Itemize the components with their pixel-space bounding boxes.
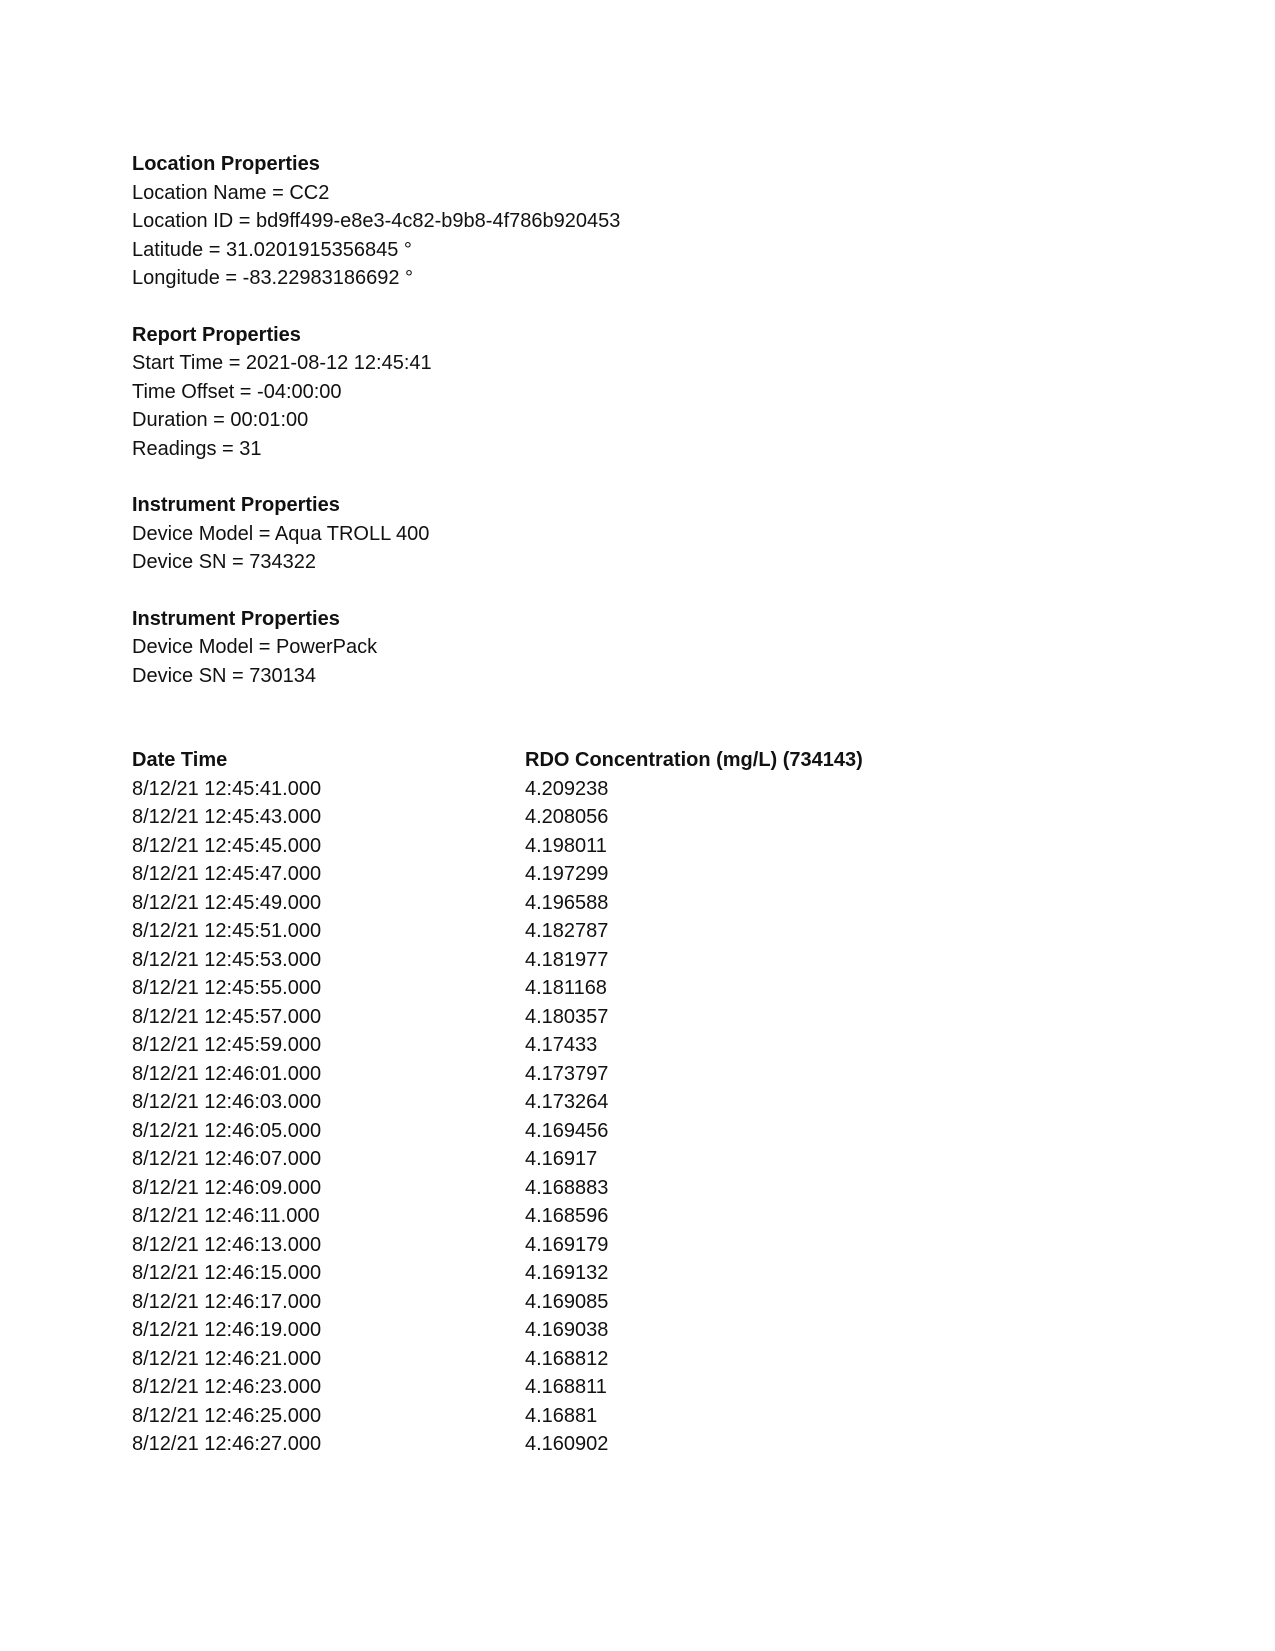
date-time-cell: 8/12/21 12:46:03.000: [132, 1091, 322, 1113]
table-row: [132, 1402, 1132, 1431]
date-time-cell: 8/12/21 12:45:57.000: [132, 1005, 322, 1028]
rdo-concentration-cell: 4.16917: [525, 1148, 598, 1170]
rdo-concentration-cell: 4.169179: [525, 1233, 609, 1256]
rdo-concentration-cell: 4.198011: [525, 834, 607, 857]
table-row: [132, 1231, 1132, 1260]
rdo-concentration-cell: 4.168883: [525, 1176, 609, 1199]
rdo-concentration-cell: 4.169456: [525, 1119, 609, 1142]
date-time-cell: 8/12/21 12:45:49.000: [132, 891, 322, 914]
date-time-cell: 8/12/21 12:46:27.000: [132, 1433, 322, 1455]
instrument-properties-section-1: [132, 491, 1132, 577]
section-title: Report Properties: [132, 323, 301, 346]
longitude-line: Longitude = -83.22983186692 °: [132, 267, 414, 289]
rdo-concentration-cell: 4.181168: [525, 977, 607, 999]
date-time-cell: 8/12/21 12:45:51.000: [132, 920, 322, 942]
table-row: [132, 1174, 1132, 1203]
latitude-line: Latitude = 31.0201915356845 °: [132, 238, 412, 261]
rdo-concentration-cell: 4.173264: [525, 1091, 609, 1113]
table-row: [132, 1202, 1132, 1231]
date-time-cell: 8/12/21 12:46:23.000: [132, 1376, 322, 1398]
date-time-cell: 8/12/21 12:46:19.000: [132, 1319, 322, 1341]
rdo-concentration-cell: 4.181977: [525, 948, 609, 971]
table-header-row: [132, 746, 1132, 775]
table-row: [132, 1259, 1132, 1288]
rdo-concentration-cell: 4.160902: [525, 1433, 609, 1455]
rdo-concentration-cell: 4.169038: [525, 1319, 609, 1341]
device-model-line: Device Model = Aqua TROLL 400: [132, 522, 430, 545]
table-row: [132, 1145, 1132, 1174]
date-time-cell: 8/12/21 12:45:55.000: [132, 977, 322, 999]
table-row: [132, 1316, 1132, 1345]
date-time-cell: 8/12/21 12:45:47.000: [132, 863, 322, 885]
date-time-cell: 8/12/21 12:46:13.000: [132, 1233, 322, 1256]
device-sn-line: Device SN = 730134: [132, 664, 317, 687]
date-time-cell: 8/12/21 12:46:17.000: [132, 1290, 322, 1313]
start-time-line: Start Time = 2021-08-12 12:45:41: [132, 352, 432, 374]
date-time-cell: 8/12/21 12:46:15.000: [132, 1262, 322, 1284]
rdo-concentration-cell: 4.180357: [525, 1005, 609, 1028]
date-time-header: Date Time: [132, 749, 228, 771]
table-row: [132, 1088, 1132, 1117]
readings-line: Readings = 31: [132, 437, 262, 460]
location-properties-section: [132, 150, 1132, 293]
table-row: [132, 1031, 1132, 1060]
report-properties-section: [132, 321, 1132, 464]
instrument-properties-section-2: [132, 605, 1132, 691]
date-time-cell: 8/12/21 12:45:53.000: [132, 948, 322, 971]
rdo-concentration-cell: 4.169132: [525, 1262, 609, 1284]
date-time-cell: 8/12/21 12:46:09.000: [132, 1176, 322, 1199]
rdo-concentration-cell: 4.182787: [525, 920, 609, 942]
rdo-concentration-cell: 4.173797: [525, 1062, 609, 1085]
date-time-cell: 8/12/21 12:46:25.000: [132, 1404, 322, 1427]
rdo-concentration-cell: 4.168812: [525, 1347, 609, 1370]
section-title: Instrument Properties: [132, 494, 340, 516]
table-row: [132, 1288, 1132, 1317]
table-row: [132, 974, 1132, 1003]
date-time-cell: 8/12/21 12:45:45.000: [132, 834, 322, 857]
table-row: [132, 803, 1132, 832]
rdo-concentration-cell: 4.168596: [525, 1205, 609, 1227]
device-model-line: Device Model = PowerPack: [132, 636, 378, 658]
location-name-line: Location Name = CC2: [132, 181, 330, 204]
table-row: [132, 1345, 1132, 1374]
date-time-cell: 8/12/21 12:45:59.000: [132, 1034, 322, 1056]
report-page: [132, 150, 1132, 1459]
date-time-cell: 8/12/21 12:46:07.000: [132, 1148, 322, 1170]
date-time-cell: 8/12/21 12:45:41.000: [132, 777, 322, 800]
rdo-concentration-header: RDO Concentration (mg/L) (734143): [525, 749, 863, 771]
table-row: [132, 889, 1132, 918]
table-body: [132, 775, 1132, 1459]
rdo-concentration-cell: 4.17433: [525, 1034, 598, 1056]
table-row: [132, 775, 1132, 804]
rdo-concentration-cell: 4.209238: [525, 777, 609, 800]
location-id-line: Location ID = bd9ff499-e8e3-4c82-b9b8-4f786b920453: [132, 210, 621, 232]
table-row: [132, 1060, 1132, 1089]
table-row: [132, 1003, 1132, 1032]
table-row: [132, 860, 1132, 889]
table-row: [132, 946, 1132, 975]
rdo-concentration-cell: 4.169085: [525, 1290, 609, 1313]
rdo-concentration-cell: 4.208056: [525, 806, 609, 828]
table-row: [132, 1373, 1132, 1402]
rdo-concentration-cell: 4.168811: [525, 1376, 607, 1398]
rdo-concentration-cell: 4.197299: [525, 863, 609, 885]
table-row: [132, 1117, 1132, 1146]
rdo-concentration-cell: 4.16881: [525, 1404, 598, 1427]
rdo-concentration-cell: 4.196588: [525, 891, 609, 914]
date-time-cell: 8/12/21 12:46:05.000: [132, 1119, 322, 1142]
section-title: Location Properties: [132, 153, 320, 175]
duration-line: Duration = 00:01:00: [132, 409, 309, 431]
table-row: [132, 1430, 1132, 1459]
time-offset-line: Time Offset = -04:00:00: [132, 380, 342, 403]
date-time-cell: 8/12/21 12:46:01.000: [132, 1062, 322, 1085]
table-row: [132, 917, 1132, 946]
readings-table: [132, 746, 1132, 1459]
date-time-cell: 8/12/21 12:45:43.000: [132, 806, 322, 828]
date-time-cell: 8/12/21 12:46:21.000: [132, 1347, 322, 1370]
device-sn-line: Device SN = 734322: [132, 551, 317, 573]
section-title: Instrument Properties: [132, 607, 340, 630]
table-row: [132, 832, 1132, 861]
date-time-cell: 8/12/21 12:46:11.000: [132, 1205, 320, 1227]
